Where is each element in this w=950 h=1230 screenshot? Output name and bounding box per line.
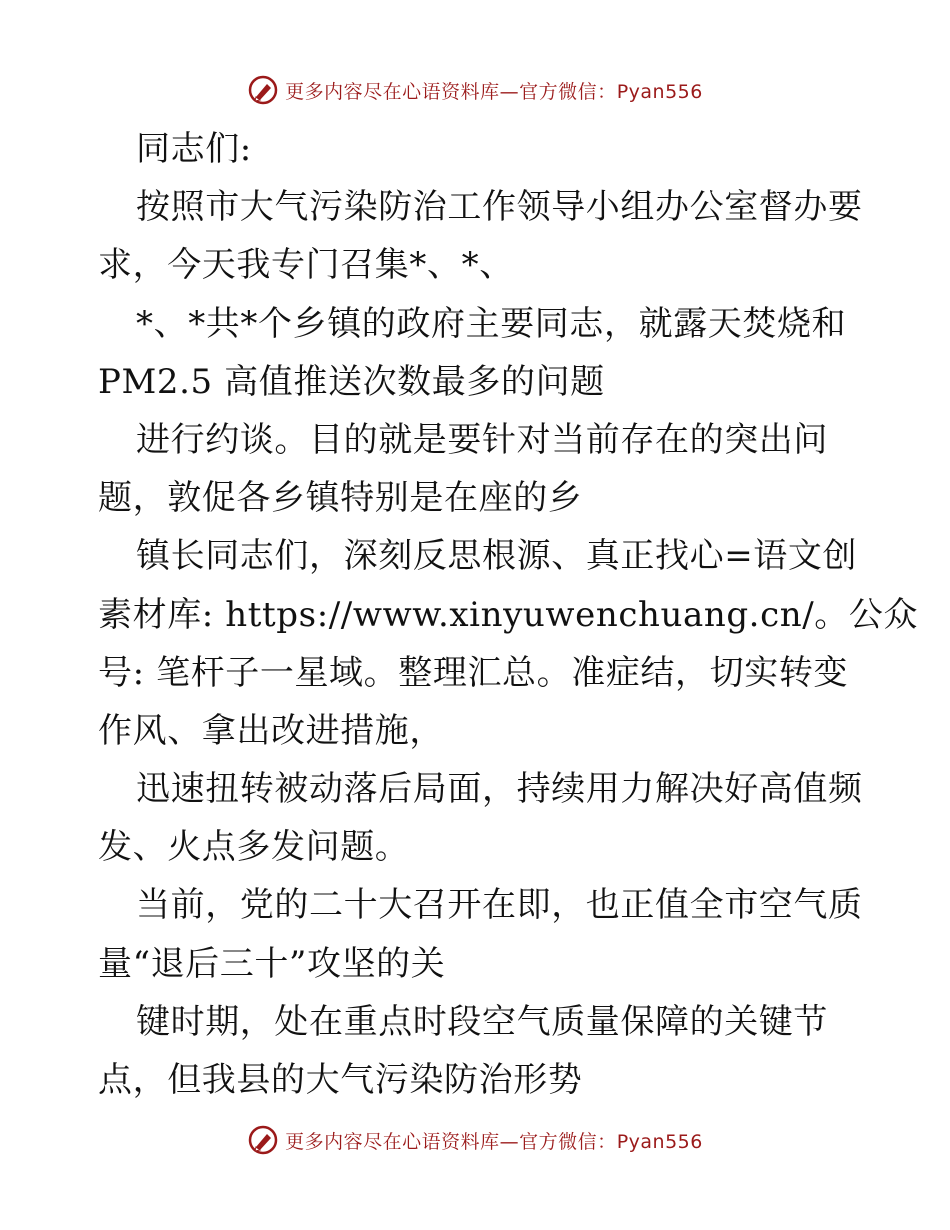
banner-site-text: 更多内容尽在心语资料库 <box>285 80 500 103</box>
text-line: 量“退后三十”攻坚的关 <box>98 943 446 984</box>
text-line: 号: 笔杆子一星域。整理汇总。准症结，切实转变 <box>98 652 849 693</box>
banner-official-label: 官方微信： <box>519 80 617 103</box>
text-line: 同志们: <box>136 129 252 169</box>
text-line: 键时期，处在重点时段空气质量保障的关键节 <box>136 1001 828 1042</box>
banner-official-label: 官方微信： <box>519 1130 617 1153</box>
text-line: 点，但我县的大气污染防治形势 <box>98 1060 583 1100</box>
pen-logo-icon <box>247 1124 279 1156</box>
text-line: 作风、拿出改进措施， <box>98 710 444 751</box>
banner-text <box>285 77 703 104</box>
text-line: 发、火点多发问题。 <box>98 827 410 868</box>
text-line: 按照市大气污染防治工作领导小组办公室督办要 <box>136 187 863 228</box>
text-line: 当前，党的二十大召开在即，也正值全市空气质 <box>136 885 863 926</box>
banner-separator: — <box>499 1130 520 1153</box>
banner-wechat-id: Pyan556 <box>616 80 703 103</box>
document-body <box>98 120 919 1109</box>
text-line: 镇长同志们，深刻反思根源、真正找心=语文创 <box>136 536 858 577</box>
text-line: 题，敦促各乡镇特别是在座的乡 <box>98 478 583 519</box>
banner-separator: — <box>499 80 520 103</box>
footer-banner <box>0 1120 950 1160</box>
text-line: 迅速扭转被动落后局面，持续用力解决好高值频 <box>136 769 863 810</box>
pen-logo-icon <box>247 74 279 106</box>
text-line: PM2.5 高值推送次数最多的问题 <box>98 361 605 402</box>
header-banner <box>0 70 950 110</box>
text-line: 求，今天我专门召集*、*、 <box>98 245 514 286</box>
banner-site-text: 更多内容尽在心语资料库 <box>285 1130 500 1153</box>
banner-text <box>285 1127 703 1154</box>
text-line: 素材库: https://www.xinyuwenchuang.cn/。公众 <box>98 594 919 635</box>
text-line: *、*共*个乡镇的政府主要同志，就露天焚烧和 <box>136 303 847 344</box>
banner-wechat-id: Pyan556 <box>616 1130 703 1153</box>
text-line: 进行约谈。目的就是要针对当前存在的突出问 <box>136 419 828 460</box>
